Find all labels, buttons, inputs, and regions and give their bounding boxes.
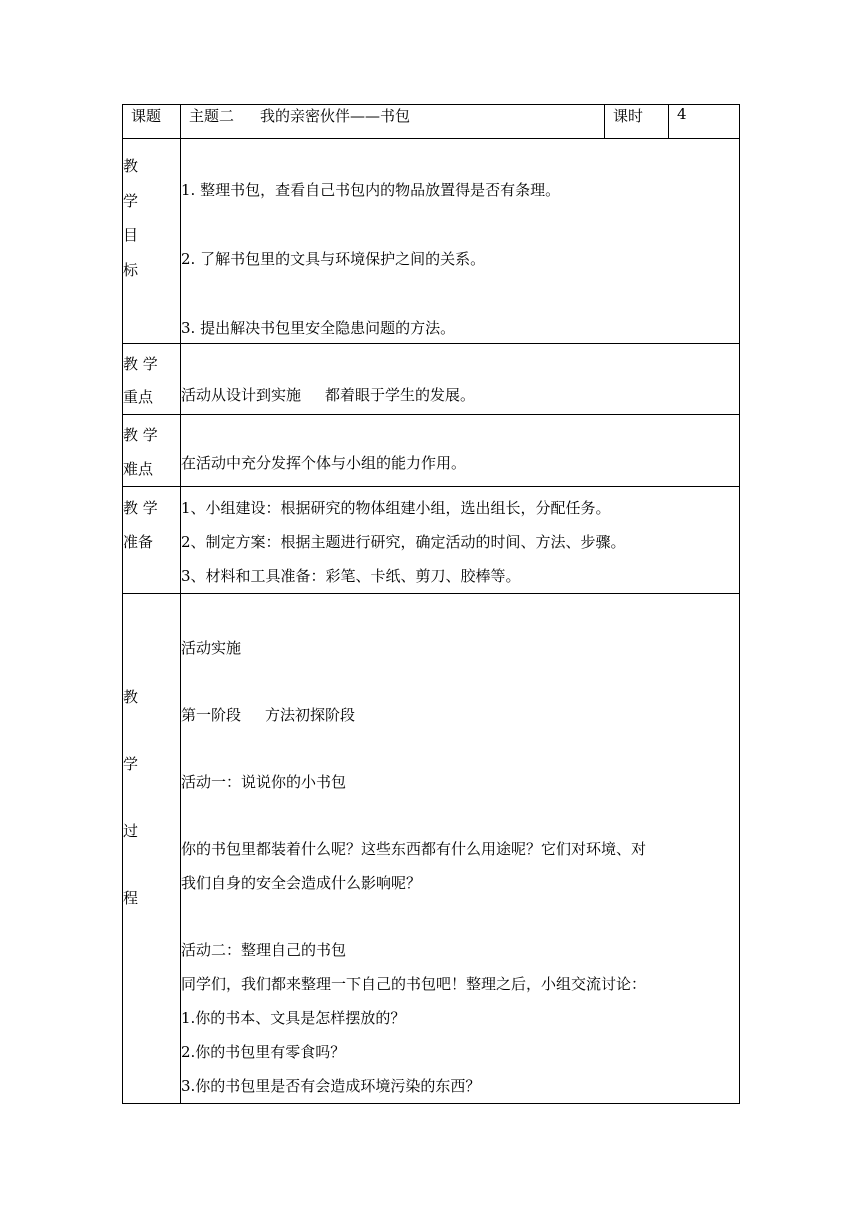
- goal-item: 2. 了解书包里的文具与环境保护之间的关系。: [181, 250, 486, 268]
- process-row: [123, 594, 740, 1104]
- topic-title: 我的亲密伙伴——书包: [260, 107, 411, 125]
- question-line: 你的书包里都装着什么呢？这些东西都有什么用途呢？它们对环境、对: [181, 840, 647, 858]
- preparation-content: [181, 487, 740, 594]
- topic-cell: [181, 105, 605, 139]
- difficulties-text: 在活动中充分发挥个体与小组的能力作用。: [181, 454, 467, 472]
- preparation-item: 3、材料和工具准备：彩笔、卡纸、剪刀、胶棒等。: [181, 567, 521, 585]
- key-points-text: 活动从设计到实施 都着眼于学生的发展。: [181, 386, 476, 404]
- stage-heading: 第一阶段 方法初探阶段: [181, 706, 356, 724]
- goal-item: 1. 整理书包，查看自己书包内的物品放置得是否有条理。: [181, 181, 561, 199]
- hours-value: 4: [669, 105, 740, 139]
- goals-label: 教 学 目 标: [123, 139, 181, 344]
- discussion-question: 1.你的书本、文具是怎样摆放的？: [181, 1009, 406, 1027]
- process-content: [181, 594, 740, 1104]
- goals-row: [123, 139, 740, 344]
- difficulties-label: 教 学 难点: [123, 415, 181, 487]
- preparation-item: 1、小组建设：根据研究的物体组建小组，选出组长，分配任务。: [181, 499, 611, 517]
- key-points-content: [181, 344, 740, 415]
- preparation-row: [123, 487, 740, 594]
- topic-label: 课题: [123, 105, 181, 139]
- question-line: 我们自身的安全会造成什么影响呢？: [181, 874, 422, 892]
- goal-item: 3. 提出解决书包里安全隐患问题的方法。: [181, 319, 456, 337]
- hours-label: 课时: [605, 105, 669, 139]
- discussion-intro: 同学们，我们都来整理一下自己的书包吧！整理之后，小组交流讨论：: [181, 975, 647, 993]
- goals-content: [181, 139, 740, 344]
- key-points-row: [123, 344, 740, 415]
- key-points-label: 教 学 重点: [123, 344, 181, 415]
- process-label: 教 学 过 程: [123, 594, 181, 1104]
- topic-number: 主题二: [189, 107, 235, 125]
- activity-two-heading: 活动二：整理自己的书包: [181, 941, 347, 959]
- header-row: [123, 105, 740, 139]
- lesson-plan-table: [122, 104, 740, 1104]
- activity-one-heading: 活动一：说说你的小书包: [181, 773, 347, 791]
- implementation-heading: 活动实施: [181, 639, 242, 657]
- preparation-label: 教 学 准备: [123, 487, 181, 594]
- preparation-item: 2、制定方案：根据主题进行研究，确定活动的时间、方法、步骤。: [181, 533, 626, 551]
- discussion-question: 3.你的书包里是否有会造成环境污染的东西？: [181, 1077, 481, 1095]
- difficulties-row: [123, 415, 740, 487]
- discussion-question: 2.你的书包里有零食吗？: [181, 1043, 346, 1061]
- difficulties-content: [181, 415, 740, 487]
